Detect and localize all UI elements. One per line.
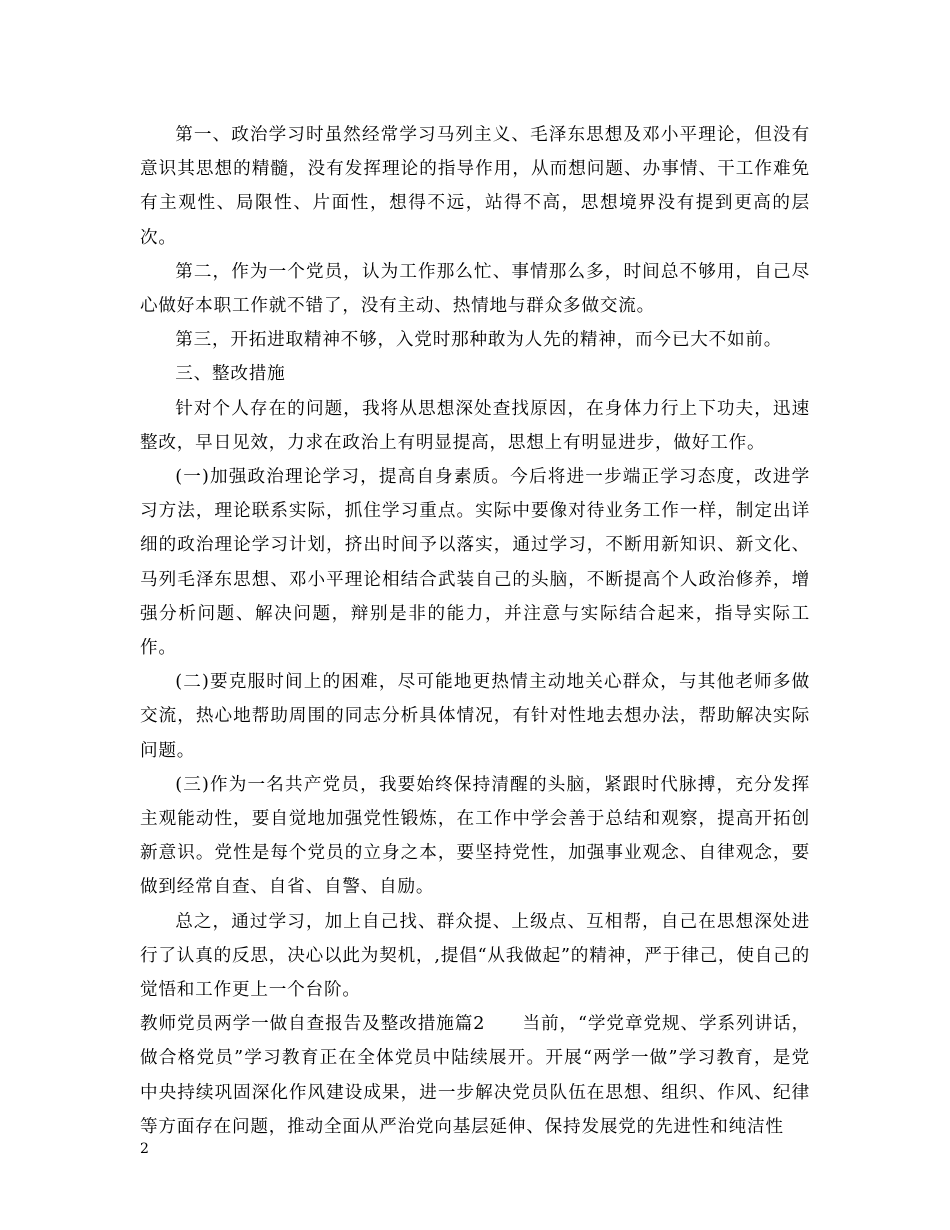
paragraph-rectification-intro: 针对个人存在的问题，我将从思想深处查找原因，在身体力行上下功夫，迅速整改，早日见效，力求在政治上有明显提高，思想上有明显进步，做好工作。 (140, 398, 810, 453)
paragraph-member-duty: 第二，作为一个党员，认为工作那么忙、事情那么多，时间总不够用，自己尽心做好本职工作就不错了，没有主动、热情地与群众多做交流。 (140, 261, 810, 317)
paragraph-measure-three: (三)作为一名共产党员，我要始终保持清醒的头脑，紧跟时代脉搏，充分发挥主观能动性，要自觉地加强党性锻炼，在工作中学会善于总结和观察，提高开拓创新意识。党性是每个党员的立身之本，要坚持党性，加强事业观念、自律观念，要做到经常自查、自省、自警、自励。 (140, 774, 810, 898)
paragraph-article-two-start: 教师党员两学一做自查报告及整改措施篇2 当前，“学党章党规、学系列讲话，做合格党员”学习教育正在全体党员中陆续展开。开展“两学一做”学习教育，是党中央持续巩固深化作风建设成果，进一步解决党员队伍在思想、组织、作风、纪律等方面存在问题，推动全面从严治党向基层延伸、保持发展党的先进性和纯洁性 (140, 1014, 810, 1137)
page-number: 2 (140, 1141, 149, 1157)
paragraph-summary: 总之，通过学习，加上自己找、群众提、上级点、互相帮，自己在思想深处进行了认真的反思，决心以此为契机，,提倡“从我做起”的精神，严于律己，使自己的觉悟和工作更上一个台阶。 (140, 911, 810, 1001)
document-body (140, 118, 810, 1144)
paragraph-measure-one: (一)加强政治理论学习，提高自身素质。今后将进一步端正学习态度，改进学习方法，理论联系实际，抓住学习重点。实际中要像对待业务工作一样，制定出详细的政治理论学习计划，挤出时间予以落实，通过学习，不断用新知识、新文化、马列毛泽东思想、邓小平理论相结合武装自己的头脑，不断提高个人政治修养，增强分析问题、解决问题，辩别是非的能力，并注意与实际结合起来，指导实际工作。 (140, 467, 810, 659)
paragraph-enterprising-spirit: 第三，开拓进取精神不够，入党时那种敢为人先的精神，而今已大不如前。 (175, 330, 783, 351)
paragraph-measure-two: (二)要克服时间上的困难，尽可能地更热情主动地关心群众，与其他老师多做交流，热心地帮助周围的同志分析具体情况，有针对性地去想办法，帮助解决实际问题。 (140, 672, 810, 761)
paragraph-political-study: 第一、政治学习时虽然经常学习马列主义、毛泽东思想及邓小平理论，但没有意识其思想的精髓，没有发挥理论的指导作用，从而想问题、办事情、干工作难免有主观性、局限性、片面性，想得不远，站得不高，思想境界没有提到更高的层次。 (140, 125, 810, 248)
section-heading-rectification: 三、整改措施 (175, 364, 286, 385)
